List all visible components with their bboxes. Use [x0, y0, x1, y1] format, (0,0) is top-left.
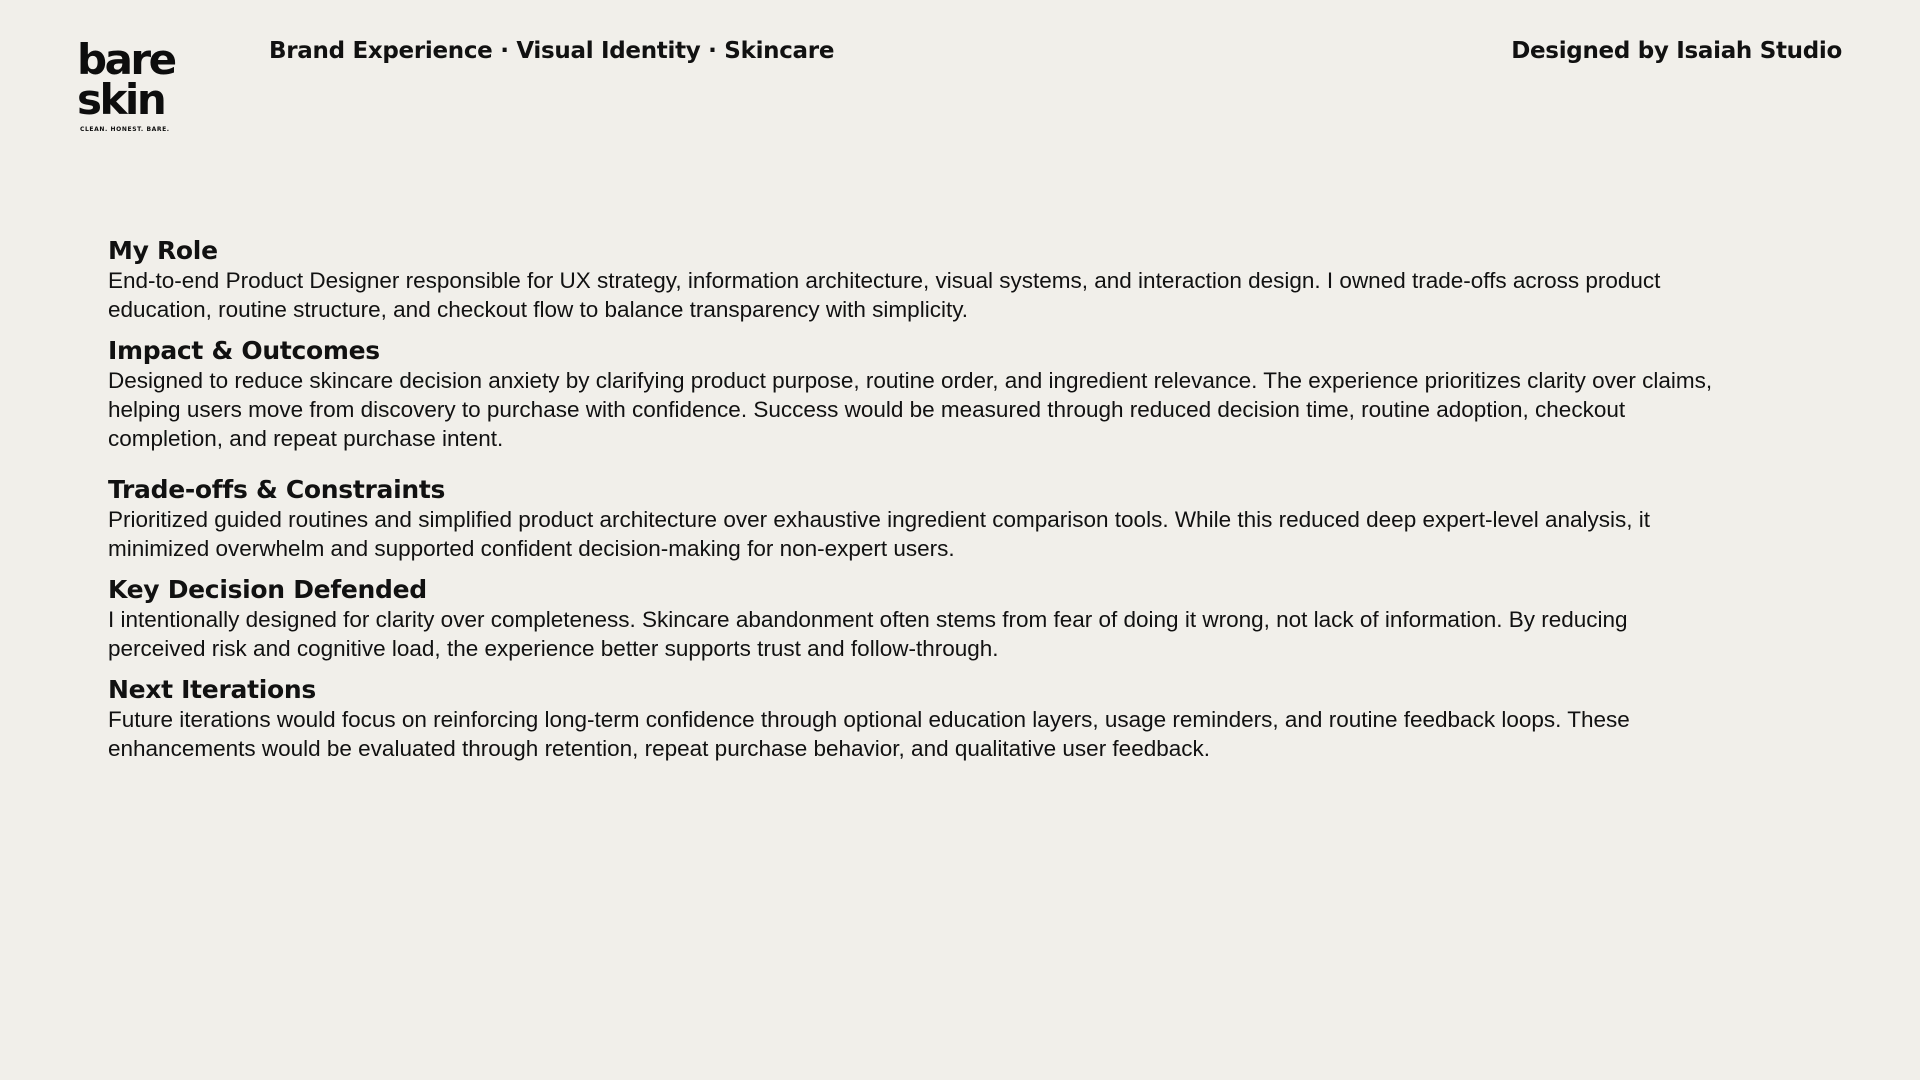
section-body: End-to-end Product Designer responsible for UX strategy, information architecture, visual systems, and interaction design. I owned trade-offs across product education, routine structure, and checkout flow to balance transparency with simplicity. [108, 268, 1661, 322]
header-credit: Designed by Isaiah Studio [1511, 38, 1842, 64]
section-heading: Impact & Outcomes [108, 336, 380, 365]
header-subtitle: Brand Experience · Visual Identity · Skincare [269, 38, 835, 64]
section-key-decision [108, 575, 1728, 663]
section-heading: Next Iterations [108, 675, 316, 704]
logo-word-bare: bare [77, 35, 175, 84]
logo-word-skin: skin [77, 75, 165, 124]
case-study-content [108, 236, 1728, 763]
section-heading: Key Decision Defended [108, 575, 427, 604]
logo-tagline: CLEAN. HONEST. BARE. [80, 126, 170, 133]
section-tradeoffs-constraints [108, 475, 1728, 563]
section-body: Prioritized guided routines and simplified product architecture over exhaustive ingredient comparison tools. While this reduced deep expert-level analysis, it minimized overwhelm and supported confident decision-making for non-expert users. [108, 507, 1651, 561]
section-heading: My Role [108, 236, 218, 265]
section-my-role [108, 236, 1728, 324]
section-impact-outcomes [108, 336, 1728, 453]
section-heading: Trade-offs & Constraints [108, 475, 446, 504]
section-body: I intentionally designed for clarity over completeness. Skincare abandonment often stems from fear of doing it wrong, not lack of information. By reducing perceived risk and cognitive load, the experience better supports trust and follow-through. [108, 607, 1628, 661]
section-body: Future iterations would focus on reinforcing long-term confidence through optional education layers, usage reminders, and routine feedback loops. These enhancements would be evaluated through retention, repeat purchase behavior, and qualitative user feedback. [108, 707, 1630, 761]
section-next-iterations [108, 675, 1728, 763]
brand-logo [77, 35, 177, 133]
section-body: Designed to reduce skincare decision anxiety by clarifying product purpose, routine order, and ingredient relevance. The experience prioritizes clarity over claims, helping users move from discovery to purchase with confidence. Success would be measured through reduced decision time, routine adoption, checkout completion, and repeat purchase intent. [108, 368, 1713, 451]
